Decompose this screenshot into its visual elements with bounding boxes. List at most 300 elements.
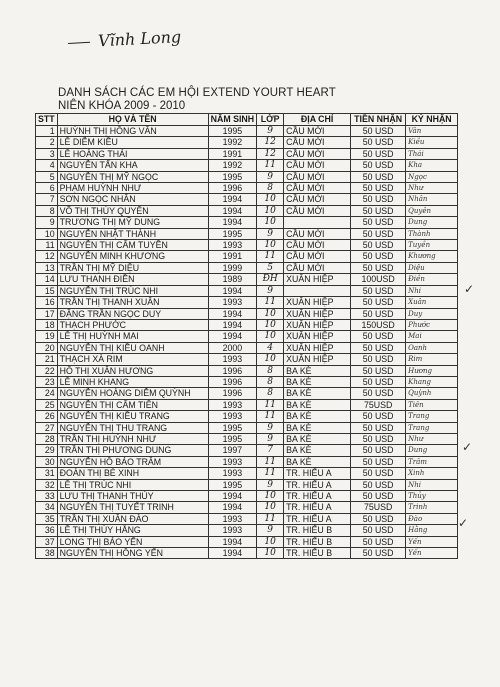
header-signature: KÝ NHẬN <box>406 114 458 126</box>
student-name: NGUYỄN THỊ THU TRANG <box>57 422 208 433</box>
amount-received: 50 USD <box>351 468 406 479</box>
birth-year: 1992 <box>208 137 257 148</box>
grade-level: 11 <box>257 399 284 410</box>
birth-year: 1993 <box>208 297 257 308</box>
signature: Hương <box>406 365 458 376</box>
row-number: 17 <box>36 308 58 319</box>
table-row <box>36 422 458 433</box>
signature: Như <box>406 183 458 194</box>
grade-level: 11 <box>257 251 284 262</box>
table-row <box>36 331 458 342</box>
table-row <box>36 354 458 365</box>
student-name: LONG THỊ BẢO YẾN <box>57 536 208 547</box>
birth-year: 1996 <box>208 365 257 376</box>
table-row <box>36 285 458 296</box>
header-amount: TIỀN NHẬN <box>351 114 406 126</box>
row-number: 37 <box>36 536 58 547</box>
address: CẦU MỚI <box>284 205 351 216</box>
grade-level: 11 <box>257 411 284 422</box>
row-number: 24 <box>36 388 58 399</box>
check-mark: ✓ <box>464 282 475 296</box>
birth-year: 2000 <box>208 342 257 353</box>
grade-level: 9 <box>257 525 284 536</box>
student-name: TRẦN THỊ THANH XUÂN <box>57 297 208 308</box>
student-name: NGUYỄN THỊ CẨM TUYỀN <box>57 240 208 251</box>
address: TR. HIẾU B <box>284 548 351 559</box>
amount-received: 50 USD <box>351 126 406 137</box>
grade-level: 10 <box>257 548 284 559</box>
amount-received: 75USD <box>351 399 406 410</box>
row-number: 2 <box>36 137 58 148</box>
birth-year: 1994 <box>208 491 257 502</box>
grade-level: 12 <box>257 148 284 159</box>
table-row <box>36 388 458 399</box>
address: XUÂN HIỆP <box>284 331 351 342</box>
amount-received: 50 USD <box>351 548 406 559</box>
grade-level: 9 <box>257 433 284 444</box>
signature: Như <box>406 433 458 444</box>
grade-level: 9 <box>257 479 284 490</box>
table-row <box>36 183 458 194</box>
birth-year: 1993 <box>208 399 257 410</box>
table-row <box>36 205 458 216</box>
student-name: LÊ THỊ HUỲNH MAI <box>57 331 208 342</box>
row-number: 8 <box>36 205 58 216</box>
signature: Xinh <box>406 468 458 479</box>
grade-level: 8 <box>257 388 284 399</box>
student-name: NGUYỄN THỊ TRÚC NHI <box>57 285 208 296</box>
signature: Điền <box>406 274 458 285</box>
row-number: 22 <box>36 365 58 376</box>
row-number: 29 <box>36 445 58 456</box>
grade-level: 10 <box>257 502 284 513</box>
grade-level: 10 <box>257 217 284 228</box>
grade-level: 7 <box>257 445 284 456</box>
signature: Dung <box>406 217 458 228</box>
address: CẦU MỚI <box>284 240 351 251</box>
student-name: NGUYỄN NHẬT THÀNH <box>57 228 208 239</box>
birth-year: 1997 <box>208 445 257 456</box>
grade-level: 10 <box>257 491 284 502</box>
amount-received: 50 USD <box>351 411 406 422</box>
student-name: HỒ THỊ XUÂN HƯƠNG <box>57 365 208 376</box>
signature: Thủy <box>406 491 458 502</box>
grade-level: 10 <box>257 536 284 547</box>
row-number: 21 <box>36 354 58 365</box>
birth-year: 1996 <box>208 388 257 399</box>
amount-received: 50 USD <box>351 285 406 296</box>
amount-received: 50 USD <box>351 194 406 205</box>
address: BA KÈ <box>284 411 351 422</box>
signature: Oanh <box>406 342 458 353</box>
address <box>284 217 351 228</box>
amount-received: 50 USD <box>351 240 406 251</box>
amount-received: 50 USD <box>351 445 406 456</box>
student-name: LÊ THỊ TRÚC NHI <box>57 479 208 490</box>
birth-year: 1994 <box>208 502 257 513</box>
table-row <box>36 342 458 353</box>
amount-received: 50 USD <box>351 491 406 502</box>
row-number: 5 <box>36 171 58 182</box>
grade-level: 9 <box>257 126 284 137</box>
row-number: 36 <box>36 525 58 536</box>
student-name: LÊ MINH KHANG <box>57 376 208 387</box>
student-name: NGUYỄN THỊ KIỀU TRANG <box>57 411 208 422</box>
student-name: TRƯƠNG THỊ MỸ DUNG <box>57 217 208 228</box>
grade-level: 8 <box>257 183 284 194</box>
signature: Yến <box>406 536 458 547</box>
address: CẦU MỚI <box>284 262 351 273</box>
handwritten-location: Vĩnh Long <box>97 27 182 51</box>
birth-year: 1995 <box>208 433 257 444</box>
student-name: HUỲNH THỊ HỒNG VÂN <box>57 126 208 137</box>
birth-year: 1993 <box>208 456 257 467</box>
amount-received: 50 USD <box>351 148 406 159</box>
birth-year: 1994 <box>208 319 257 330</box>
signature: Yến <box>406 548 458 559</box>
amount-received: 50 USD <box>351 160 406 171</box>
table-row <box>36 468 458 479</box>
row-number: 16 <box>36 297 58 308</box>
table-row <box>36 217 458 228</box>
signature: Vân <box>406 126 458 137</box>
address: TR. HIẾU A <box>284 513 351 524</box>
address: TR. HIẾU B <box>284 525 351 536</box>
student-name: NGUYỄN THỊ HỒNG YẾN <box>57 548 208 559</box>
amount-received: 50 USD <box>351 251 406 262</box>
grade-level: 5 <box>257 262 284 273</box>
amount-received: 50 USD <box>351 376 406 387</box>
address: CẦU MỚI <box>284 148 351 159</box>
address: BA KÈ <box>284 376 351 387</box>
address: BA KÈ <box>284 422 351 433</box>
amount-received: 75USD <box>351 502 406 513</box>
address: BA KÈ <box>284 399 351 410</box>
student-name: NGUYỄN TẤN KHA <box>57 160 208 171</box>
table-row <box>36 262 458 273</box>
signature: Khang <box>406 376 458 387</box>
row-number: 38 <box>36 548 58 559</box>
grade-level: ĐH <box>257 274 284 285</box>
address: TR. HIẾU A <box>284 479 351 490</box>
grade-level: 10 <box>257 331 284 342</box>
signature: Thành <box>406 228 458 239</box>
row-number: 25 <box>36 399 58 410</box>
signature: Trâm <box>406 456 458 467</box>
address: TR. HIẾU A <box>284 502 351 513</box>
signature: Quyên <box>406 205 458 216</box>
amount-received: 50 USD <box>351 342 406 353</box>
row-number: 7 <box>36 194 58 205</box>
amount-received: 50 USD <box>351 217 406 228</box>
row-number: 27 <box>36 422 58 433</box>
address: TR. HIẾU B <box>284 536 351 547</box>
signature: Trang <box>406 422 458 433</box>
header-name: HỌ VÀ TÊN <box>57 114 208 126</box>
table-row <box>36 376 458 387</box>
row-number: 23 <box>36 376 58 387</box>
student-name: TRẦN THỊ XUÂN ĐÀO <box>57 513 208 524</box>
row-number: 13 <box>36 262 58 273</box>
birth-year: 1993 <box>208 354 257 365</box>
grade-level: 10 <box>257 354 284 365</box>
address: BA KÈ <box>284 456 351 467</box>
address: BA KÈ <box>284 388 351 399</box>
birth-year: 1994 <box>208 285 257 296</box>
birth-year: 1991 <box>208 251 257 262</box>
table-row <box>36 126 458 137</box>
signature: Kiều <box>406 137 458 148</box>
row-number: 3 <box>36 148 58 159</box>
grade-level: 11 <box>257 513 284 524</box>
header-address: ĐỊA CHỈ <box>284 114 351 126</box>
row-number: 28 <box>36 433 58 444</box>
amount-received: 150USD <box>351 319 406 330</box>
signature: Ngọc <box>406 171 458 182</box>
table-row <box>36 536 458 547</box>
grade-level: 4 <box>257 342 284 353</box>
student-name: ĐẶNG TRẦN NGỌC DUY <box>57 308 208 319</box>
grade-level: 10 <box>257 205 284 216</box>
signature: Mai <box>406 331 458 342</box>
amount-received: 50 USD <box>351 365 406 376</box>
student-name: TRẦN THỊ PHƯƠNG DUNG <box>57 445 208 456</box>
row-number: 20 <box>36 342 58 353</box>
amount-received: 50 USD <box>351 525 406 536</box>
header-grade: LỚP <box>257 114 284 126</box>
birth-year: 1993 <box>208 240 257 251</box>
row-number: 4 <box>36 160 58 171</box>
address: XUÂN HIỆP <box>284 297 351 308</box>
check-mark: ✓ <box>458 516 469 530</box>
birth-year: 1999 <box>208 262 257 273</box>
birth-year: 1995 <box>208 422 257 433</box>
row-number: 9 <box>36 217 58 228</box>
grade-level: 8 <box>257 365 284 376</box>
amount-received: 50 USD <box>351 479 406 490</box>
amount-received: 50 USD <box>351 205 406 216</box>
student-name: NGUYỄN HỒ BẢO TRÂM <box>57 456 208 467</box>
row-number: 26 <box>36 411 58 422</box>
signature: Trinh <box>406 502 458 513</box>
table-row <box>36 297 458 308</box>
grade-level: 9 <box>257 171 284 182</box>
row-number: 1 <box>36 126 58 137</box>
table-row <box>36 137 458 148</box>
student-name: PHẠM HUỲNH NHƯ <box>57 183 208 194</box>
address: TR. HIẾU A <box>284 468 351 479</box>
address: XUÂN HIỆP <box>284 354 351 365</box>
grade-level: 9 <box>257 285 284 296</box>
amount-received: 50 USD <box>351 183 406 194</box>
table-row <box>36 274 458 285</box>
birth-year: 1991 <box>208 148 257 159</box>
row-number: 35 <box>36 513 58 524</box>
address: CẦU MỚI <box>284 137 351 148</box>
signature: Trang <box>406 411 458 422</box>
signature: Nhân <box>406 194 458 205</box>
birth-year: 1989 <box>208 274 257 285</box>
address: XUÂN HIỆP <box>284 308 351 319</box>
birth-year: 1993 <box>208 411 257 422</box>
birth-year: 1994 <box>208 308 257 319</box>
birth-year: 1992 <box>208 160 257 171</box>
amount-received: 50 USD <box>351 228 406 239</box>
document-subtitle: NIÊN KHÓA 2009 - 2010 <box>58 100 186 112</box>
table-row <box>36 491 458 502</box>
birth-year: 1993 <box>208 513 257 524</box>
row-number: 19 <box>36 331 58 342</box>
student-name: LÊ THỊ THÚY HẰNG <box>57 525 208 536</box>
amount-received: 50 USD <box>351 308 406 319</box>
signature: Diệu <box>406 262 458 273</box>
amount-received: 50 USD <box>351 388 406 399</box>
grade-level: 11 <box>257 160 284 171</box>
birth-year: 1995 <box>208 126 257 137</box>
handwritten-dash <box>68 42 90 44</box>
amount-received: 50 USD <box>351 354 406 365</box>
table-row <box>36 228 458 239</box>
student-name: TRẦN THỊ MỸ DIỆU <box>57 262 208 273</box>
signature: Nhi <box>406 479 458 490</box>
address: BA KÈ <box>284 433 351 444</box>
birth-year: 1994 <box>208 331 257 342</box>
amount-received: 50 USD <box>351 262 406 273</box>
birth-year: 1995 <box>208 228 257 239</box>
address: CẦU MỚI <box>284 194 351 205</box>
check-mark: ✓ <box>462 440 473 454</box>
amount-received: 50 USD <box>351 536 406 547</box>
row-number: 6 <box>36 183 58 194</box>
student-roster-table <box>35 113 458 559</box>
signature: Xuân <box>406 297 458 308</box>
student-name: THẠCH XÀ RIM <box>57 354 208 365</box>
row-number: 31 <box>36 468 58 479</box>
birth-year: 1995 <box>208 171 257 182</box>
row-number: 14 <box>36 274 58 285</box>
birth-year: 1994 <box>208 194 257 205</box>
amount-received: 50 USD <box>351 422 406 433</box>
birth-year: 1994 <box>208 217 257 228</box>
student-name: LÊ DIỄM KIỀU <box>57 137 208 148</box>
table-row <box>36 479 458 490</box>
birth-year: 1993 <box>208 468 257 479</box>
student-name: SƠN NGỌC NHÂN <box>57 194 208 205</box>
document-title: DANH SÁCH CÁC EM HỘI EXTEND YOURT HEART <box>58 87 336 99</box>
student-name: NGUYỄN THỊ KIỀU OANH <box>57 342 208 353</box>
row-number: 11 <box>36 240 58 251</box>
grade-level: 9 <box>257 228 284 239</box>
student-name: LÊ HOÀNG THÁI <box>57 148 208 159</box>
table-row <box>36 160 458 171</box>
birth-year: 1994 <box>208 548 257 559</box>
table-row <box>36 525 458 536</box>
student-name: THẠCH PHƯỚC <box>57 319 208 330</box>
grade-level: 10 <box>257 194 284 205</box>
signature: Kha <box>406 160 458 171</box>
student-name: LƯU THỊ THANH THỦY <box>57 491 208 502</box>
header-birth-year: NĂM SINH <box>208 114 257 126</box>
signature: Thái <box>406 148 458 159</box>
birth-year: 1994 <box>208 205 257 216</box>
amount-received: 100USD <box>351 274 406 285</box>
grade-level: 11 <box>257 297 284 308</box>
table-row <box>36 445 458 456</box>
amount-received: 50 USD <box>351 433 406 444</box>
table-row <box>36 365 458 376</box>
row-number: 18 <box>36 319 58 330</box>
student-name: NGUYỄN THỊ MỸ NGỌC <box>57 171 208 182</box>
signature: Nhi <box>406 285 458 296</box>
signature: Tuyền <box>406 240 458 251</box>
table-row <box>36 148 458 159</box>
table-row <box>36 411 458 422</box>
amount-received: 50 USD <box>351 297 406 308</box>
address: XUÂN HIỆP <box>284 274 351 285</box>
signature: Khương <box>406 251 458 262</box>
grade-level: 12 <box>257 137 284 148</box>
signature: Dung <box>406 445 458 456</box>
student-name: NGUYỄN HOÀNG DIỄM QUỲNH <box>57 388 208 399</box>
student-name: NGUYỄN MINH KHƯƠNG <box>57 251 208 262</box>
signature: Tiên <box>406 399 458 410</box>
table-row <box>36 319 458 330</box>
table-row <box>36 308 458 319</box>
birth-year: 1993 <box>208 525 257 536</box>
table-row <box>36 433 458 444</box>
amount-received: 50 USD <box>351 171 406 182</box>
grade-level: 9 <box>257 422 284 433</box>
address: CẦU MỚI <box>284 183 351 194</box>
address <box>284 285 351 296</box>
birth-year: 1995 <box>208 479 257 490</box>
row-number: 30 <box>36 456 58 467</box>
table-header-row <box>36 114 458 126</box>
table-row <box>36 171 458 182</box>
address: BA KÈ <box>284 365 351 376</box>
grade-level: 11 <box>257 456 284 467</box>
birth-year: 1994 <box>208 536 257 547</box>
table-row <box>36 251 458 262</box>
address: CẦU MỚI <box>284 228 351 239</box>
student-name: NGUYỄN THỊ CẨM TIÊN <box>57 399 208 410</box>
row-number: 15 <box>36 285 58 296</box>
signature: Phước <box>406 319 458 330</box>
header-stt: STT <box>36 114 58 126</box>
table-row <box>36 502 458 513</box>
address: XUÂN HIỆP <box>284 342 351 353</box>
student-name: LƯU THANH ĐIỀN <box>57 274 208 285</box>
amount-received: 50 USD <box>351 331 406 342</box>
grade-level: 8 <box>257 376 284 387</box>
table-body <box>36 126 458 559</box>
table-row <box>36 240 458 251</box>
grade-level: 10 <box>257 240 284 251</box>
address: CẦU MỚI <box>284 251 351 262</box>
student-name: TRẦN THỊ HUỲNH NHƯ <box>57 433 208 444</box>
amount-received: 50 USD <box>351 456 406 467</box>
signature: Duy <box>406 308 458 319</box>
address: CẦU MỚI <box>284 171 351 182</box>
row-number: 34 <box>36 502 58 513</box>
signature: Quỳnh <box>406 388 458 399</box>
row-number: 12 <box>36 251 58 262</box>
signature: Đào <box>406 513 458 524</box>
address: CẦU MỚI <box>284 160 351 171</box>
birth-year: 1996 <box>208 376 257 387</box>
student-name: ĐOÀN THỊ BÉ XINH <box>57 468 208 479</box>
amount-received: 50 USD <box>351 137 406 148</box>
